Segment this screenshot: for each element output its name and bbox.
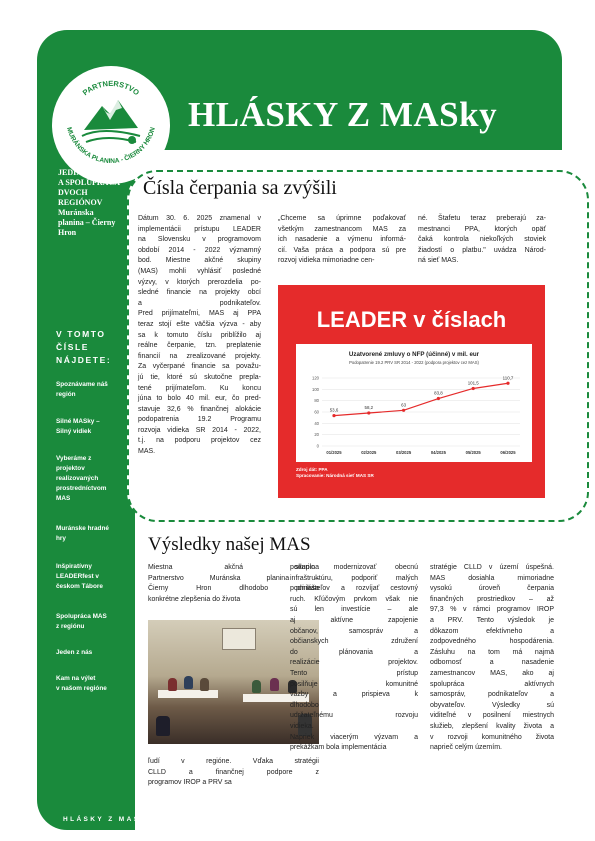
y-tick-label: 120: [312, 375, 319, 381]
section2-column-3: [430, 563, 554, 754]
contents-item[interactable]: Silné MASky – Silný vidiek: [56, 418, 100, 435]
text-line: spolupráca aktívnych: [430, 680, 554, 688]
text-line: období 2014 - 2022 významný: [138, 246, 261, 254]
text-line: Pred prijímateľmi, MAS aj PPA: [138, 310, 261, 318]
photo-person: [184, 676, 193, 689]
text-line: Napriek viacerým výzvam a: [290, 733, 418, 741]
chart-subtitle: Podopatrenie 19.2 PRV SR 2014 - 2022 (podpora projektov cez MAS): [349, 360, 479, 365]
sidebar-intro: [58, 168, 136, 238]
leader-chart-card: [278, 285, 545, 498]
text-line: dôkazom efektívneho a: [430, 627, 554, 635]
photo-table: [158, 690, 218, 698]
text-line: „Chceme sa úprimne poďakovať: [278, 215, 406, 222]
text-line: vidieka.: [290, 722, 314, 730]
text-line: Za vyčerpané financie sa považu-: [138, 363, 261, 371]
newsletter-title: HLÁSKY Z MASky: [188, 95, 498, 134]
text-line: do plánovania a: [290, 648, 418, 656]
photo-person: [200, 678, 209, 691]
text-line: na Slovensku v programovom: [138, 236, 261, 244]
chart-title: Uzatvorené zmluvy o NFP (účinné) v mil. eur: [348, 351, 480, 358]
section1-column-3: [418, 214, 546, 267]
text-line: podopatrenia 19.2 Programu: [138, 416, 261, 424]
text-line: konkrétne zlepšenia do života: [148, 595, 241, 603]
text-line: výzvy, v ktorých prerozdelia po-: [138, 278, 261, 286]
data-point: [506, 382, 509, 385]
section2-column-2: [290, 563, 418, 754]
text-line: Čierny Hron dlhodobo prináša: [148, 585, 319, 593]
text-line: sa k tomuto číslu priblížilo aj: [138, 331, 261, 339]
text-line: infraštruktúru, podporiť malých: [290, 574, 418, 582]
logo-ring-text: MURÁNSKA PLANINA - ČIERNY HRON: [65, 126, 157, 166]
text-line: zodpovedného hospodárenia.: [430, 638, 554, 646]
text-line: a podnikateľov.: [138, 299, 261, 307]
x-tick-label: 01/2025: [326, 450, 342, 455]
text-line: posilňuje komunitné: [290, 680, 418, 688]
contents-item[interactable]: Spoznávame náš región: [56, 381, 108, 398]
sidebar-intro-line: Hron: [58, 228, 77, 237]
photo-person: [168, 678, 177, 691]
contents-item[interactable]: Muránske hradné hry: [56, 525, 109, 542]
text-line: a PRV. Tento výsledok je: [430, 616, 554, 624]
photo-person: [156, 716, 170, 736]
text-line: čaká kontrola niekoľkých stoviek: [418, 236, 546, 244]
sidebar-intro-line: A SPOLUPRÁCA: [58, 178, 121, 187]
text-line: rozvoj vidieka mimoriadne cen-: [278, 257, 375, 265]
text-line: finančných prostriedkov – až: [430, 595, 554, 603]
sidebar-intro-line: Muránska: [58, 208, 94, 217]
sidebar-intro-line: DVOCH: [58, 188, 88, 197]
text-line: stratégie CLLD v území úspešná.: [430, 564, 554, 571]
text-line: implementácii prístupu LEADER: [138, 225, 261, 233]
logo-top-text: PARTNERSTVO: [80, 78, 142, 98]
text-line: 97,3 % v rámci programov IROP: [430, 606, 554, 614]
contents-heading-line: V TOMTO: [56, 329, 106, 339]
contents-heading-line: NÁJDETE:: [56, 355, 112, 365]
data-label: 83,8: [434, 390, 443, 396]
contents-item[interactable]: Vyberáme z projektov realizovaných prostredníctvom MAS: [56, 455, 107, 502]
photo-person: [270, 678, 279, 691]
x-tick-label: 04/2025: [430, 450, 446, 455]
section1-column-2: [278, 214, 406, 267]
text-line: Dátum 30. 6. 2025 znamenal v: [138, 215, 261, 222]
y-tick-label: 20: [314, 432, 319, 438]
text-line: služieb, zlepšení kvality života a: [430, 722, 554, 730]
issue-info: ROČNÍK 2025, ČÍSLO 1: [188, 155, 309, 162]
text-line: rozvoja vidieka SR 2014 - 2022,: [138, 426, 261, 434]
text-line: (MAS) mohli vyhlásiť posledné: [138, 267, 261, 275]
text-line: programov IROP a PRV sa: [148, 779, 232, 787]
text-line: ich nasadenie a výmenu informá-: [278, 236, 406, 244]
text-line: zamestnancov MAS, ako aj: [430, 669, 554, 677]
contents-item[interactable]: Jeden z nás: [56, 649, 93, 656]
text-line: podnikateľov a rozvíjať cestovný: [290, 585, 418, 593]
chart-panel: [296, 344, 532, 462]
logo-emblem-icon: [52, 66, 170, 184]
text-line: teraz stojí ešte väčšia výzva - aby: [138, 320, 261, 328]
text-line: jú tie, ktoré sú skutočne prepla-: [138, 373, 261, 381]
y-tick-label: 60: [314, 409, 319, 415]
text-line: ruch. Kľúčovým prvkom však nie: [290, 595, 418, 603]
y-tick-label: 80: [314, 398, 319, 404]
logo: [52, 66, 170, 184]
x-tick-label: 03/2025: [396, 450, 412, 455]
text-line: t.j. na podporu projektov cez: [138, 437, 261, 445]
chart-source-line: Zdroj dát: PPA: [296, 467, 328, 472]
text-line: ná sieť MAS.: [418, 257, 459, 265]
contents-heading: [56, 328, 128, 367]
text-line: MAS dosiahla mimoriadne: [430, 574, 554, 582]
text-line: väzby a prispieva k: [290, 691, 418, 699]
series-line: [334, 383, 508, 415]
text-line: Tento prístup: [290, 669, 418, 677]
text-line: viditeľné v posilnení miestnych: [430, 712, 554, 720]
data-point: [332, 414, 335, 417]
text-line: reálne čerpanie, tzn. preplatenie: [138, 342, 261, 350]
text-line: občianskych združení: [290, 638, 418, 646]
section2-title: Výsledky našej MAS: [148, 534, 311, 555]
text-line: všetkým zamestnancom MAS za: [278, 225, 406, 233]
text-line: prekážkam bola implementácia: [290, 744, 387, 752]
text-line: tené prijímateľom. Ku koncu: [138, 384, 261, 392]
text-line: mestnanci PPA, ktorých opäť: [418, 225, 546, 233]
text-line: Zásluhu na tom má najmä: [430, 648, 554, 656]
text-line: né. Štafetu teraz preberajú za-: [418, 215, 546, 222]
data-point: [437, 397, 440, 400]
chart-source-line: Spracovanie: Národná sieť MAS SR: [296, 473, 374, 478]
text-line: ľudí v regióne. Vďaka stratégii: [148, 758, 319, 765]
sidebar-intro-line: REGIÓNOV: [58, 198, 103, 207]
data-label: 58,2: [364, 405, 374, 411]
photo-person: [252, 680, 261, 693]
text-line: MAS.: [138, 448, 156, 456]
data-point: [402, 409, 405, 412]
data-point: [472, 387, 475, 390]
text-line: samospráv, podnikateľov a: [430, 691, 554, 699]
text-line: podarilo modernizovať obecnú: [290, 564, 418, 571]
section2-column-1-bottom: [148, 757, 319, 789]
data-point: [367, 411, 370, 414]
data-label: 110,7: [502, 375, 514, 381]
contents-heading-line: ČÍSLE: [56, 342, 90, 352]
text-line: financií na zrealizované projekty.: [138, 352, 261, 360]
text-line: v rozvoji komunitného života: [430, 733, 554, 741]
x-tick-label: 02/2025: [361, 450, 377, 455]
text-line: obyvateľov. Výsledky sú: [430, 701, 554, 709]
sidebar-intro-line: JEDINEČNOSŤ: [58, 168, 115, 177]
contents-item[interactable]: Kam na výlet v našom regióne: [56, 675, 107, 692]
contents-item[interactable]: Inšpiratívny LEADERfest v českom Tábore: [56, 563, 103, 590]
section1-title: Čísla čerpania sa zvýšili: [143, 177, 337, 199]
data-label: 101,5: [467, 380, 479, 386]
footer-text: HLÁSKY Z MASKY: [63, 816, 155, 823]
text-line: sledné financie na projekty obcí: [138, 289, 261, 297]
y-tick-label: 100: [312, 386, 319, 392]
text-line: dlhodobo: [290, 701, 319, 709]
text-line: naprieč celým územím.: [430, 744, 502, 752]
text-line: Miestna akčná skupina: [148, 564, 319, 571]
chart-source: [296, 467, 374, 479]
text-line: júna to bolo 40 mil. eur, čo pred-: [138, 395, 261, 403]
section1-column-1: [138, 214, 261, 458]
text-line: CLLD a finančnej podpore z: [148, 768, 319, 776]
text-line: sú len investície – ale: [290, 606, 418, 614]
text-line: cií. Vaša práca a podpora sú pre: [278, 246, 406, 254]
text-line: vysokú úroveň čerpania: [430, 585, 554, 593]
text-line: udržateľnému rozvoju: [290, 712, 418, 720]
data-label: 63: [401, 402, 407, 408]
text-line: aj aktívne zapojenie: [290, 616, 418, 624]
sidebar-intro-line: planina – Čierny: [58, 218, 116, 227]
line-chart: [296, 344, 532, 462]
text-line: odbornosť a nasadenie: [430, 659, 554, 667]
data-label: 53,6: [329, 407, 339, 413]
text-line: žiadostí o platbu." uvádza Národ-: [418, 246, 546, 254]
contents-item[interactable]: Spolupráca MAS z regiónu: [56, 613, 107, 630]
chart-banner: LEADER v číslach: [316, 307, 507, 332]
y-tick-label: 40: [314, 420, 319, 426]
projection-screen: [222, 628, 256, 650]
text-line: občanov, samospráv a: [290, 627, 418, 635]
text-line: Partnerstvo Muránska planina –: [148, 574, 319, 582]
svg-text:PARTNERSTVO: [81, 79, 141, 97]
text-line: bod. Miestne akčné skupiny: [138, 257, 261, 265]
y-tick-label: 0: [316, 443, 319, 449]
text-line: stavuje 32,6 % finančnej alokácie: [138, 405, 261, 413]
text-line: realizácie projektov.: [290, 659, 418, 667]
x-tick-label: 05/2025: [465, 450, 481, 455]
x-tick-label: 06/2025: [500, 450, 516, 455]
